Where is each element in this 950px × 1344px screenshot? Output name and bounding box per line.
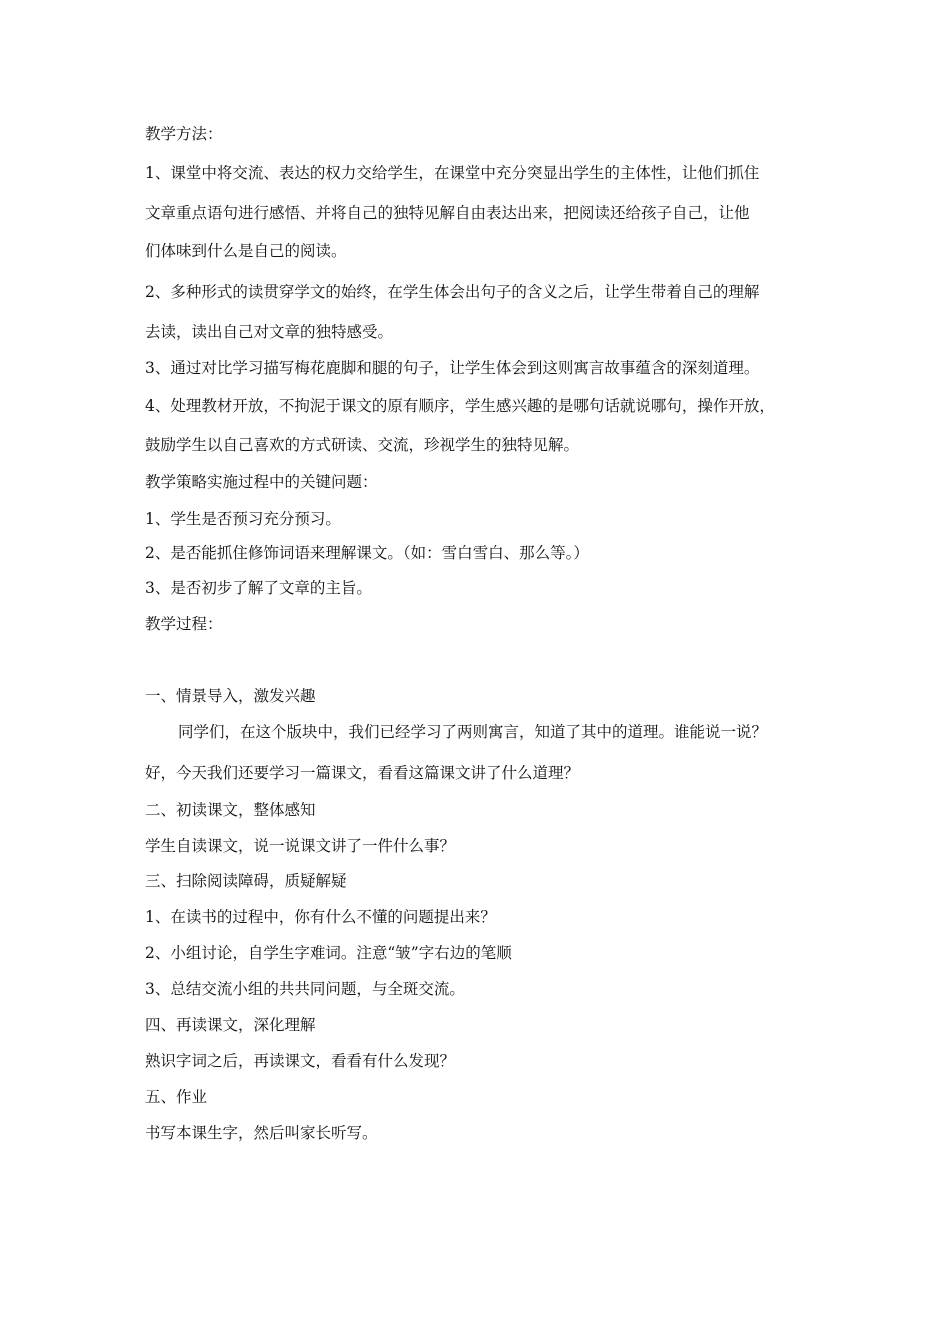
method-1-line-3: 们体味到什么是自己的阅读。 xyxy=(145,242,347,260)
method-1-line-1: 1、课堂中将交流、表达的权力交给学生，在课堂中充分突显出学生的主体性，让他们抓住 xyxy=(145,164,760,182)
key-issue-1: 1、学生是否预习充分预习。 xyxy=(145,510,341,528)
key-issue-2: 2、是否能抓住修饰词语来理解课文。（如：雪白雪白、那么等。） xyxy=(145,544,589,562)
step-2-paragraph: 学生自读课文，说一说课文讲了一件什么事？ xyxy=(145,837,456,855)
section-heading-teaching-process: 教学过程： xyxy=(145,615,223,633)
step-5-paragraph: 书写本课生字，然后叫家长听写。 xyxy=(145,1124,378,1142)
step-2-heading: 二、初读课文，整体感知 xyxy=(145,801,316,819)
method-3: 3、通过对比学习描写梅花鹿脚和腿的句子，让学生体会到这则寓言故事蕴含的深刻道理。 xyxy=(145,359,760,377)
method-2-line-2: 去读，读出自己对文章的独特感受。 xyxy=(145,323,394,341)
section-heading-teaching-methods: 教学方法： xyxy=(145,125,223,143)
step-3-heading: 三、扫除阅读障碍，质疑解疑 xyxy=(145,872,347,890)
step-4-paragraph: 熟识字词之后，再读课文，看看有什么发现？ xyxy=(145,1052,456,1070)
section-heading-key-issues: 教学策略实施过程中的关键问题： xyxy=(145,473,378,491)
step-3-item-1: 1、在读书的过程中，你有什么不懂的问题提出来？ xyxy=(145,908,496,926)
step-5-heading: 五、作业 xyxy=(145,1088,208,1106)
step-1-heading: 一、情景导入，激发兴趣 xyxy=(145,687,316,705)
step-3-item-2: 2、小组讨论，自学生字难词。注意“皱”字右边的笔顺 xyxy=(145,944,512,962)
step-1-paragraph-line-1: 同学们，在这个版块中，我们已经学习了两则寓言，知道了其中的道理。谁能说一说？ xyxy=(178,723,768,741)
method-2-line-1: 2、多种形式的读贯穿学文的始终，在学生体会出句子的含义之后，让学生带着自己的理解 xyxy=(145,283,760,301)
method-4-line-1: 4、处理教材开放，不拘泥于课文的原有顺序，学生感兴趣的是哪句话就说哪句，操作开放， xyxy=(145,397,775,415)
step-1-paragraph-line-2: 好，今天我们还要学习一篇课文，看看这篇课文讲了什么道理？ xyxy=(145,764,580,782)
step-4-heading: 四、再读课文，深化理解 xyxy=(145,1016,316,1034)
method-1-line-2: 文章重点语句进行感悟、并将自己的独特见解自由表达出来，把阅读还给孩子自己，让他 xyxy=(145,204,750,222)
key-issue-3: 3、是否初步了解了文章的主旨。 xyxy=(145,579,372,597)
method-4-line-2: 鼓励学生以自己喜欢的方式研读、交流，珍视学生的独特见解。 xyxy=(145,436,580,454)
step-3-item-3: 3、总结交流小组的共共同问题，与全斑交流。 xyxy=(145,980,465,998)
